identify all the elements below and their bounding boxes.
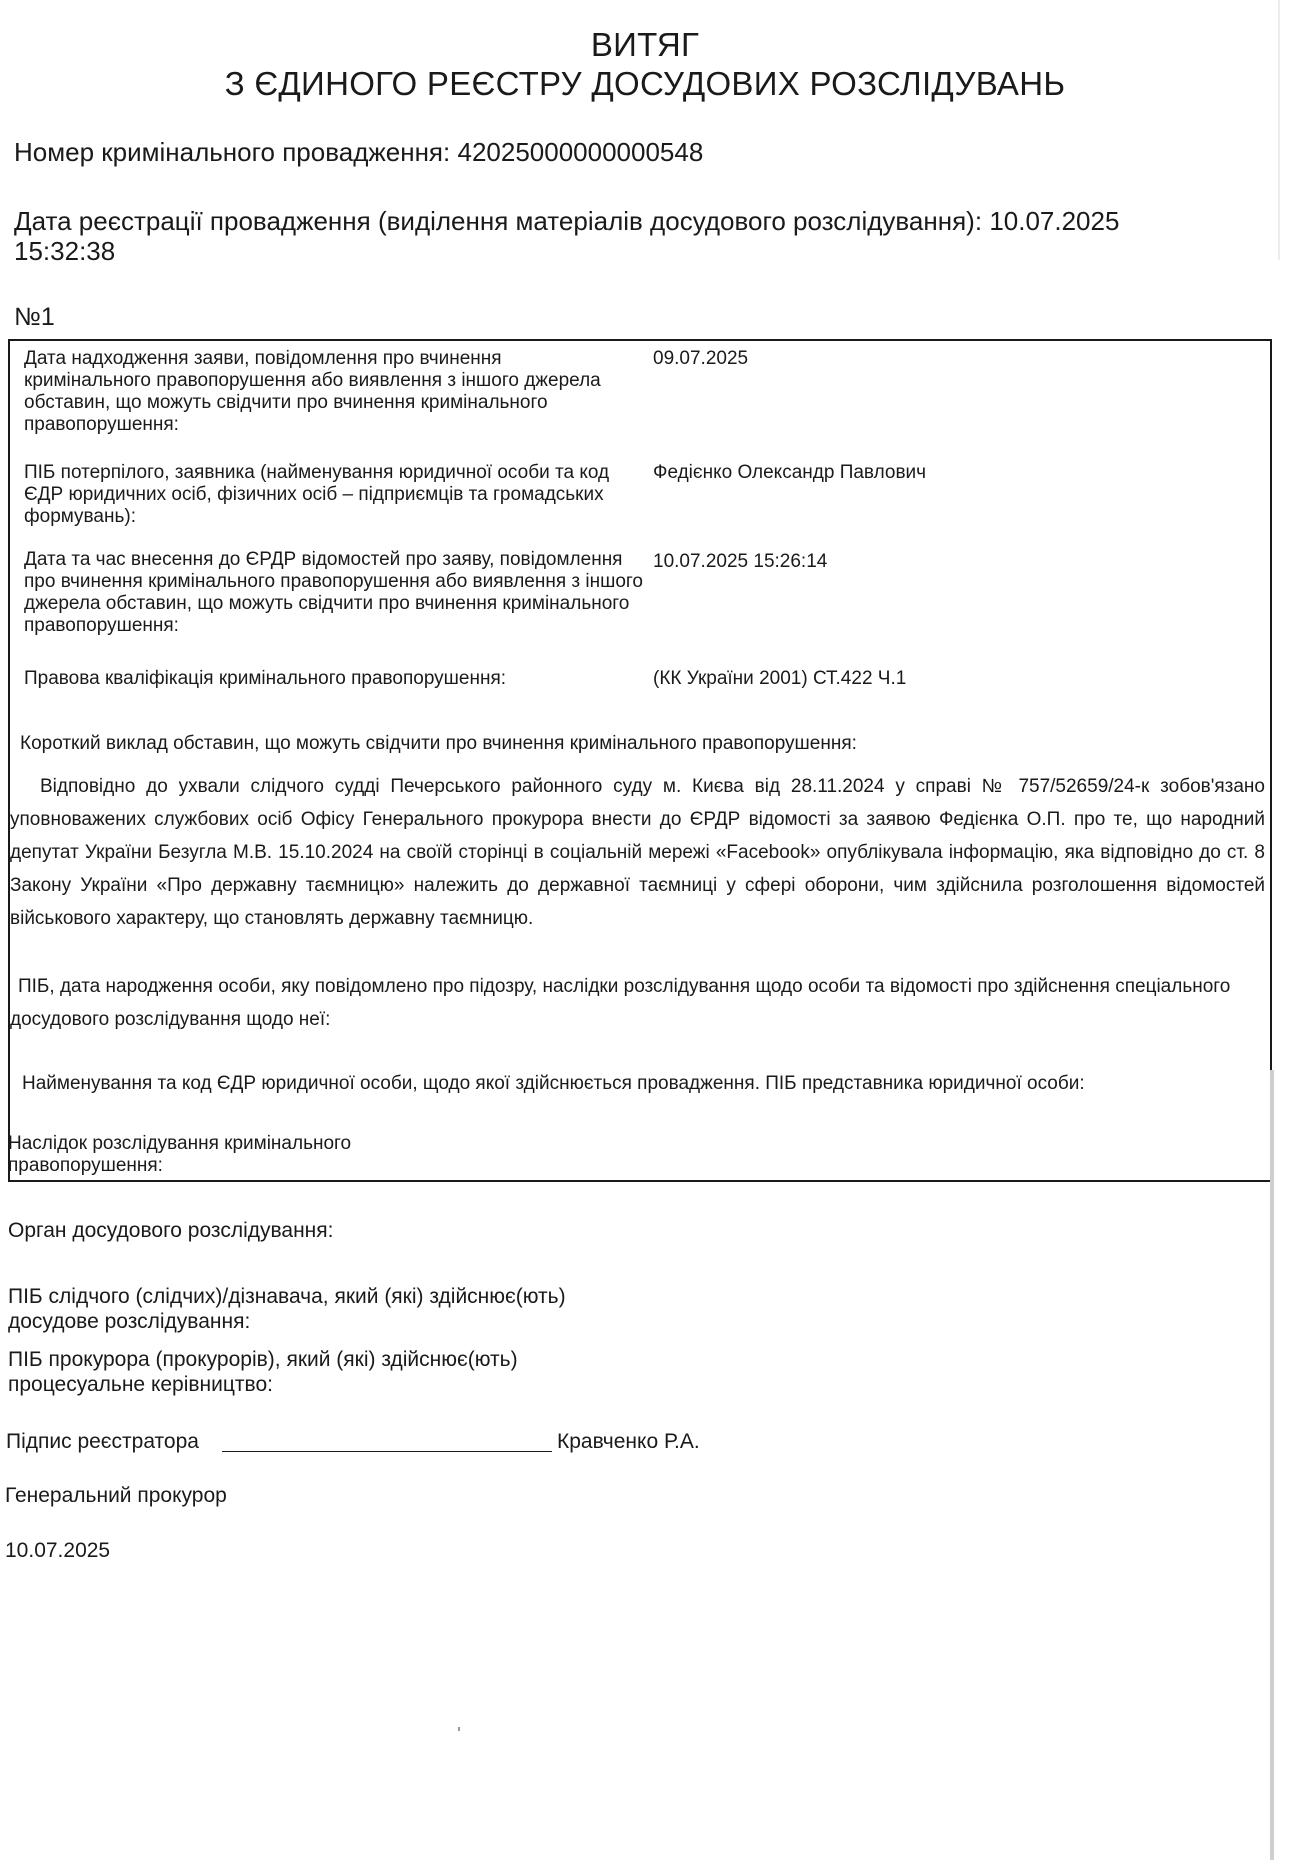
legal-entity-label: Найменування та код ЄДР юридичної особи, щодо якої здійснюється провадження. ПІБ представника юридичної особи: bbox=[22, 1073, 1085, 1094]
receipt-date-label: Дата надходження заяви, повідомлення про вчинення кримінального правопорушення або виявлення з іншого джерела обставин, що можуть свідчити про вчинення кримінального правопорушення: bbox=[24, 348, 601, 435]
summary-text: Відповідно до ухвали слідчого судді Печерського районного суду м. Києва від 28.11.2024 у справі № 757/52659/24-к зобов'язано уповноважених службових осіб Офісу Генерального прокурора внести до ЄРДР відомості за заявою Федієнка О.П. про те, що народний депутат України Безугла М.В. 15.10.2024 на своїй сторінці в соціальній мережі «Facebook» опублікувала інформацію, яка відповідно до ст. 8 Закону України «Про державну таємницю» належить до державної таємниці у сфері оборони, чим здійснила розголошення відомостей військового характеру, що становлять державну таємницю. bbox=[10, 776, 1265, 929]
registration-date-line bbox=[14, 206, 1254, 236]
investigation-organ-label: Орган досудового розслідування: bbox=[8, 1219, 334, 1242]
signature-line bbox=[222, 1451, 552, 1452]
receipt-date-value: 09.07.2025 bbox=[653, 348, 749, 369]
document-title: ВИТЯГ bbox=[590, 26, 700, 63]
suspect-info-label: ПІБ, дата народження особи, яку повідомлено про підозру, наслідки розслідування щодо особи та відомості про здійснення спеціального досудового розслідування щодо неї: bbox=[10, 976, 1231, 1030]
summary-label: Короткий виклад обставин, що можуть свідчити про вчинення кримінального правопорушення: bbox=[20, 733, 857, 754]
prosecutor-label: ПІБ прокурора (прокурорів), який (які) здійснює(ють) процесуальне керівництво: bbox=[8, 1348, 518, 1396]
registration-date-label: Дата реєстрації провадження (виділення матеріалів досудового розслідування): bbox=[14, 206, 983, 236]
document-date: 10.07.2025 bbox=[5, 1539, 111, 1562]
registrar-signature-label: Підпис реєстратора bbox=[6, 1430, 199, 1453]
entry-date-value: 10.07.2025 15:26:14 bbox=[653, 551, 828, 572]
case-number-value: 42025000000000548 bbox=[457, 137, 704, 167]
entry-number: №1 bbox=[14, 303, 55, 331]
entry-date-label: Дата та час внесення до ЄРДР відомостей про заяву, повідомлення про вчинення кримінального правопорушення або виявлення з іншого джерела обставин, що можуть свідчити про вчинення кримінального правопорушення: bbox=[24, 549, 643, 636]
registrar-name: Кравченко Р.А. bbox=[557, 1430, 700, 1453]
victim-name-label: ПІБ потерпілого, заявника (найменування юридичної особи та код ЄДР юридичних осіб, фізичних осіб – підприємців та громадських формувань): bbox=[24, 462, 610, 527]
investigation-consequence-label: Наслідок розслідування кримінального правопорушення: bbox=[8, 1133, 352, 1176]
legal-qualification-label: Правова кваліфікація кримінального правопорушення: bbox=[24, 668, 507, 689]
scan-edge-shadow-top bbox=[1278, 0, 1280, 260]
victim-name-value: Федієнко Олександр Павлович bbox=[653, 462, 927, 483]
legal-qualification-value: (КК України 2001) СТ.422 Ч.1 bbox=[653, 668, 907, 689]
case-number-line bbox=[14, 137, 703, 167]
case-number-label: Номер кримінального провадження: bbox=[14, 137, 451, 167]
investigator-label: ПІБ слідчого (слідчих)/дізнавача, який (які) здійснює(ють) досудове розслідування: bbox=[8, 1285, 566, 1333]
scan-speck bbox=[458, 1727, 460, 1731]
registration-time-value: 15:32:38 bbox=[14, 236, 116, 266]
scan-edge-shadow bbox=[1270, 1070, 1274, 1860]
registration-date-value: 10.07.2025 bbox=[989, 206, 1120, 236]
position-title: Генеральний прокурор bbox=[5, 1484, 227, 1507]
document-subtitle: З ЄДИНОГО РЕЄСТРУ ДОСУДОВИХ РОЗСЛІДУВАНЬ bbox=[224, 65, 1066, 102]
